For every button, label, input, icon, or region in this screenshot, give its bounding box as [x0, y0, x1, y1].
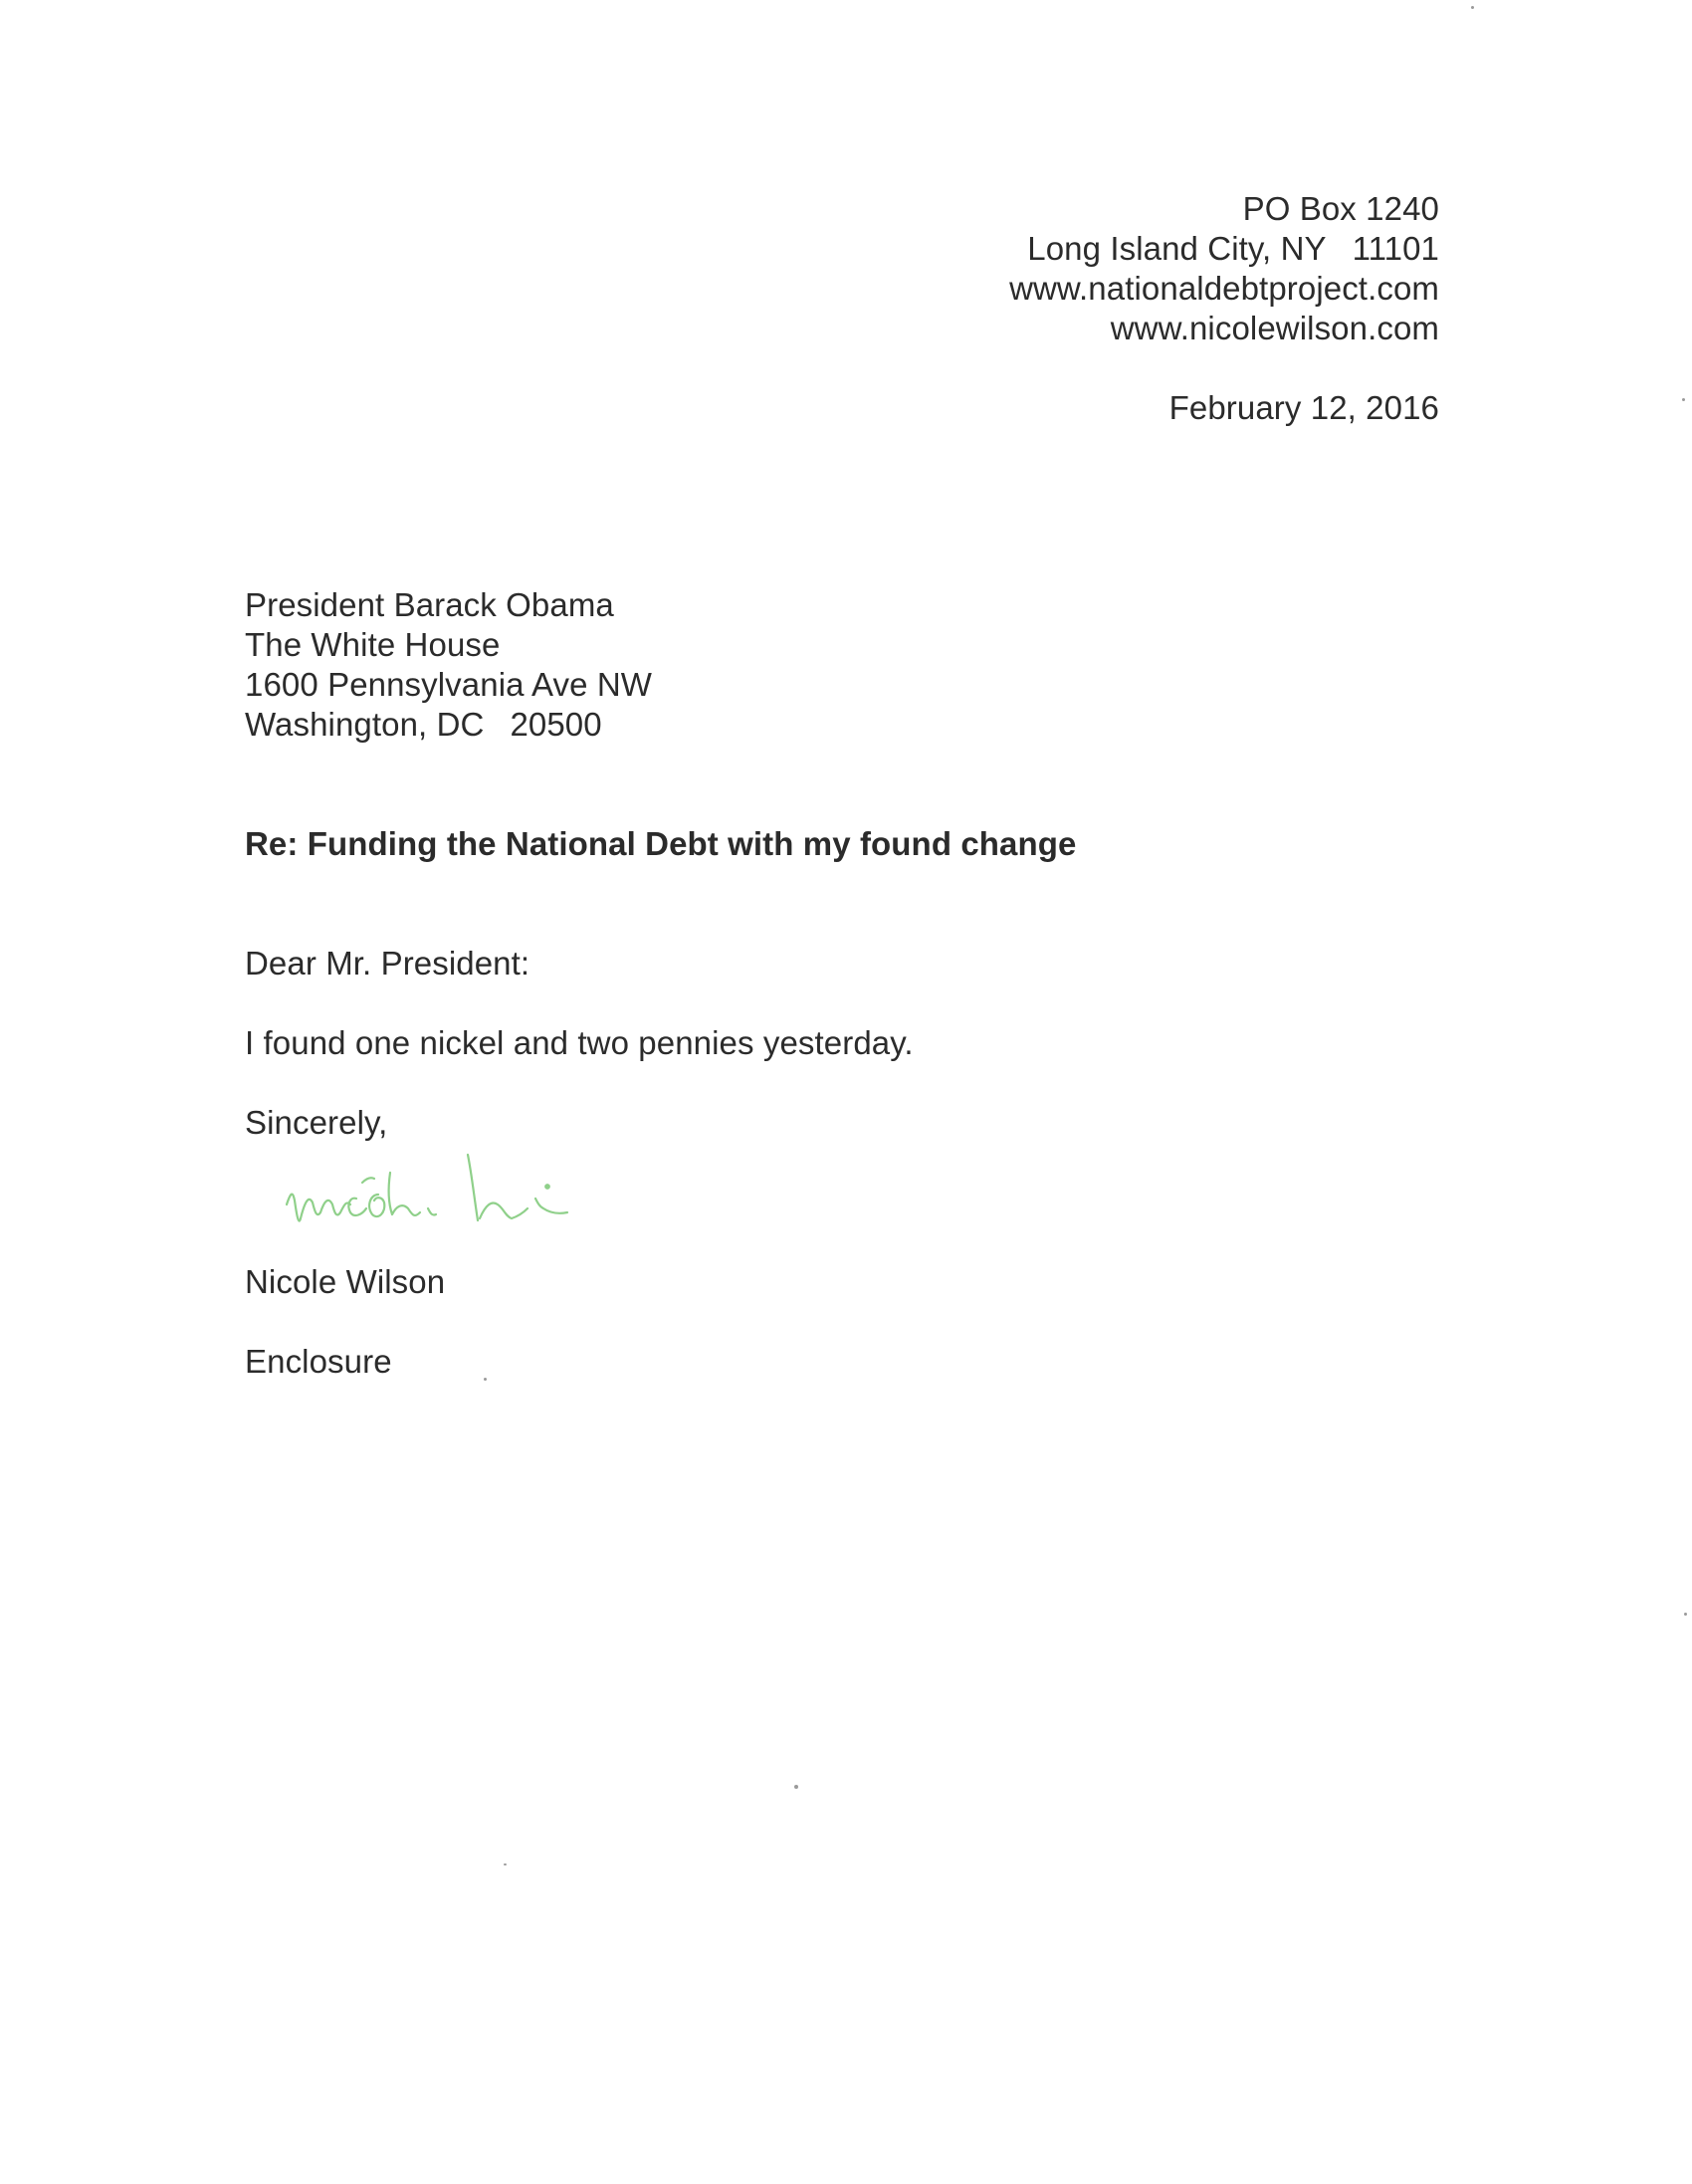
letter-date: February 12, 2016 — [1168, 389, 1439, 426]
handwritten-signature — [279, 1143, 617, 1242]
salutation: Dear Mr. President: — [245, 945, 530, 982]
recipient-name: President Barack Obama — [245, 586, 614, 623]
scan-speck — [1471, 6, 1474, 9]
subject-line: Re: Funding the National Debt with my found change — [245, 825, 1077, 862]
scan-speck — [504, 1863, 507, 1865]
recipient-city: Washington, DC — [245, 706, 485, 743]
enclosure-note: Enclosure — [245, 1343, 392, 1380]
scan-speck — [1682, 398, 1685, 401]
sender-website1: www.nationaldebtproject.com — [1009, 270, 1439, 307]
signer-name: Nicole Wilson — [245, 1263, 446, 1300]
body-paragraph: I found one nickel and two pennies yesterday. — [245, 1024, 914, 1061]
recipient-city-line — [245, 705, 602, 745]
sender-city: Long Island City, NY — [1027, 230, 1327, 267]
sender-zip: 11101 — [1352, 230, 1439, 267]
scan-speck — [484, 1378, 487, 1381]
sender-website2: www.nicolewilson.com — [1110, 310, 1439, 346]
recipient-street: 1600 Pennsylvania Ave NW — [245, 666, 653, 703]
scan-speck — [794, 1785, 798, 1789]
recipient-org: The White House — [245, 626, 501, 663]
closing: Sincerely, — [245, 1104, 388, 1141]
sender-address-line1: PO Box 1240 — [1242, 190, 1439, 227]
scan-speck — [1684, 1613, 1687, 1616]
recipient-zip: 20500 — [510, 706, 602, 743]
sender-city-line — [1027, 229, 1439, 269]
